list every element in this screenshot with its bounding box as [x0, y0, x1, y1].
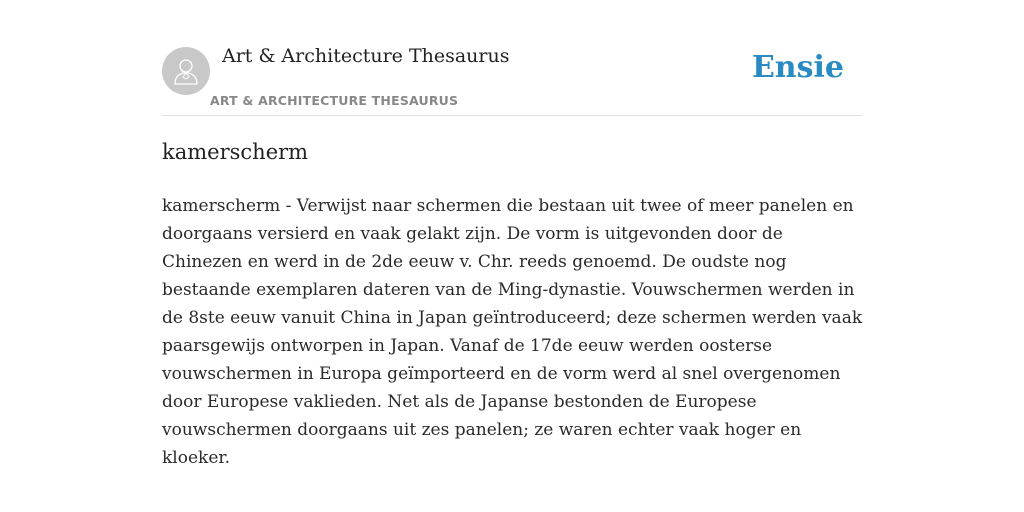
entry-definition: kamerscherm - Verwijst naar schermen die bestaan uit twee of meer panelen en doorgaans versierd en vaak gelakt zijn. De vorm is uitgevonden door de Chinezen en werd in de 2de eeuw v. Chr. reeds genoemd. De oudste nog bestaande exemplaren dateren van de Ming-dynastie. Vouwschermen werden in de 8ste eeuw vanuit China in Japan geïntroduceerd; deze schermen werden vaak paarsgewijs ontworpen in Japan. Vanaf de 17de eeuw werden oosterse vouwschermen in Europa geïmporteerd en de vorm werd al snel overgenomen door Europese vaklieden. Net als de Japanse bestonden de Europese vouwschermen doorgaans uit zes panelen; ze waren echter vaak hoger en kloeker. [162, 196, 863, 468]
entry-header [162, 0, 862, 116]
entry-term: kamerscherm [162, 140, 309, 164]
avatar[interactable] [162, 47, 210, 95]
entry-card [162, 0, 862, 512]
source-subtitle: ART & ARCHITECTURE THESAURUS [210, 93, 459, 108]
ensie-logo[interactable]: Ensie [751, 50, 844, 85]
user-icon [173, 57, 199, 85]
source-title[interactable]: Art & Architecture Thesaurus [222, 45, 510, 67]
